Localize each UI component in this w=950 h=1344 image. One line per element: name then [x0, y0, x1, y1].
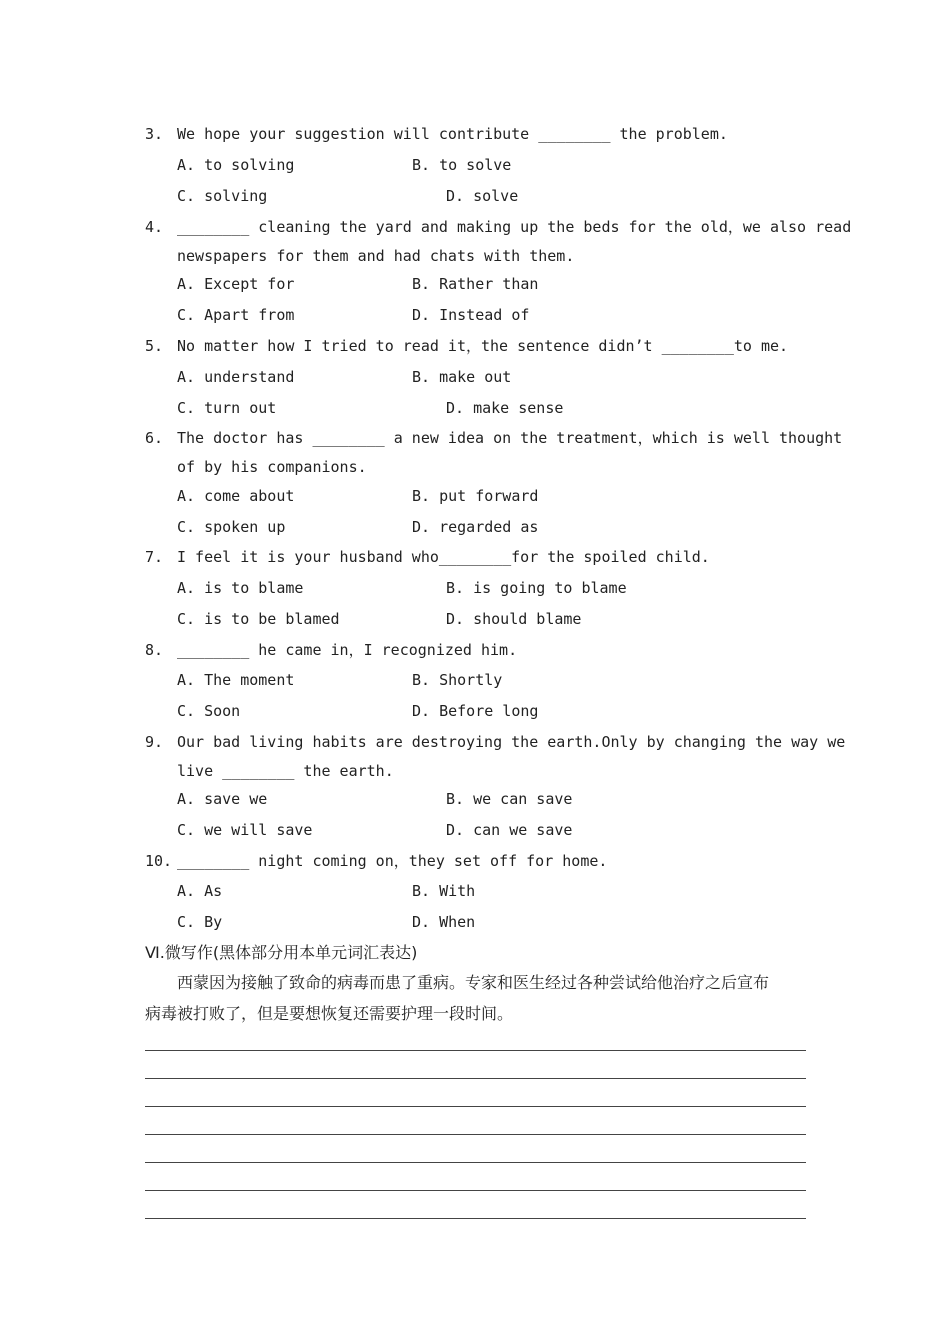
answer-line[interactable] — [145, 1106, 806, 1107]
question-stem: ________ night coming on，they set off for home. — [177, 852, 608, 870]
question-stem: ________ he came in，I recognized him. — [177, 641, 518, 659]
option-a: A. As — [177, 882, 223, 900]
option-d: D. solve — [446, 187, 519, 205]
question-number: 10. — [145, 852, 173, 870]
option-a: A. is to blame — [177, 579, 304, 597]
option-d: D. When — [412, 913, 476, 931]
option-b: B. Rather than — [412, 275, 539, 293]
answer-line[interactable] — [145, 1078, 806, 1079]
option-c: C. we will save — [177, 821, 313, 839]
option-c: C. By — [177, 913, 223, 931]
question-number: 8. — [145, 641, 164, 659]
option-b: B. is going to blame — [446, 579, 627, 597]
option-a: A. to solving — [177, 156, 295, 174]
question-stem-continued: of by his companions. — [177, 458, 367, 476]
question-stem-continued: live ________ the earth. — [177, 762, 394, 780]
option-d: D. Before long — [412, 702, 539, 720]
option-c: C. spoken up — [177, 518, 286, 536]
option-a: A. save we — [177, 790, 268, 808]
section-heading: Ⅵ.微写作(黑体部分用本单元词汇表达) — [145, 943, 418, 962]
option-c: C. Soon — [177, 702, 241, 720]
option-b: B. put forward — [412, 487, 539, 505]
question-stem: ________ cleaning the yard and making up the beds for the old，we also read — [177, 218, 852, 236]
option-d: D. should blame — [446, 610, 582, 628]
question-stem: The doctor has ________ a new idea on the treatment，which is well thought — [177, 429, 843, 447]
option-c: C. Apart from — [177, 306, 295, 324]
answer-line[interactable] — [145, 1190, 806, 1191]
option-a: A. The moment — [177, 671, 295, 689]
answer-line[interactable] — [145, 1218, 806, 1219]
option-b: B. to solve — [412, 156, 512, 174]
question-number: 6. — [145, 429, 164, 447]
question-number: 7. — [145, 548, 164, 566]
question-number: 9. — [145, 733, 164, 751]
answer-line[interactable] — [145, 1050, 806, 1051]
option-d: D. Instead of — [412, 306, 530, 324]
option-a: A. come about — [177, 487, 295, 505]
option-c: C. turn out — [177, 399, 277, 417]
question-number: 4. — [145, 218, 164, 236]
option-b: B. make out — [412, 368, 512, 386]
option-c: C. is to be blamed — [177, 610, 340, 628]
question-stem-continued: newspapers for them and had chats with them. — [177, 247, 575, 265]
option-d: D. regarded as — [412, 518, 539, 536]
question-number: 3. — [145, 125, 164, 143]
question-stem: We hope your suggestion will contribute ________ the problem. — [177, 125, 728, 143]
option-d: D. can we save — [446, 821, 573, 839]
option-c: C. solving — [177, 187, 268, 205]
writing-prompt-line-1: 西蒙因为接触了致命的病毒而患了重病。专家和医生经过各种尝试给他治疗之后宣布 — [177, 973, 770, 992]
option-b: B. we can save — [446, 790, 573, 808]
option-b: B. With — [412, 882, 476, 900]
question-stem: No matter how I tried to read it，the sentence didn’t ________to me. — [177, 337, 789, 355]
option-b: B. Shortly — [412, 671, 503, 689]
answer-line[interactable] — [145, 1134, 806, 1135]
writing-prompt-line-2: 病毒被打败了，但是要想恢复还需要护理一段时间。 — [145, 1004, 514, 1023]
option-a: A. understand — [177, 368, 295, 386]
option-d: D. make sense — [446, 399, 564, 417]
answer-line[interactable] — [145, 1162, 806, 1163]
question-number: 5. — [145, 337, 164, 355]
question-stem: I feel it is your husband who________for the spoiled child. — [177, 548, 710, 566]
option-a: A. Except for — [177, 275, 295, 293]
question-stem: Our bad living habits are destroying the earth.Only by changing the way we — [177, 733, 846, 751]
